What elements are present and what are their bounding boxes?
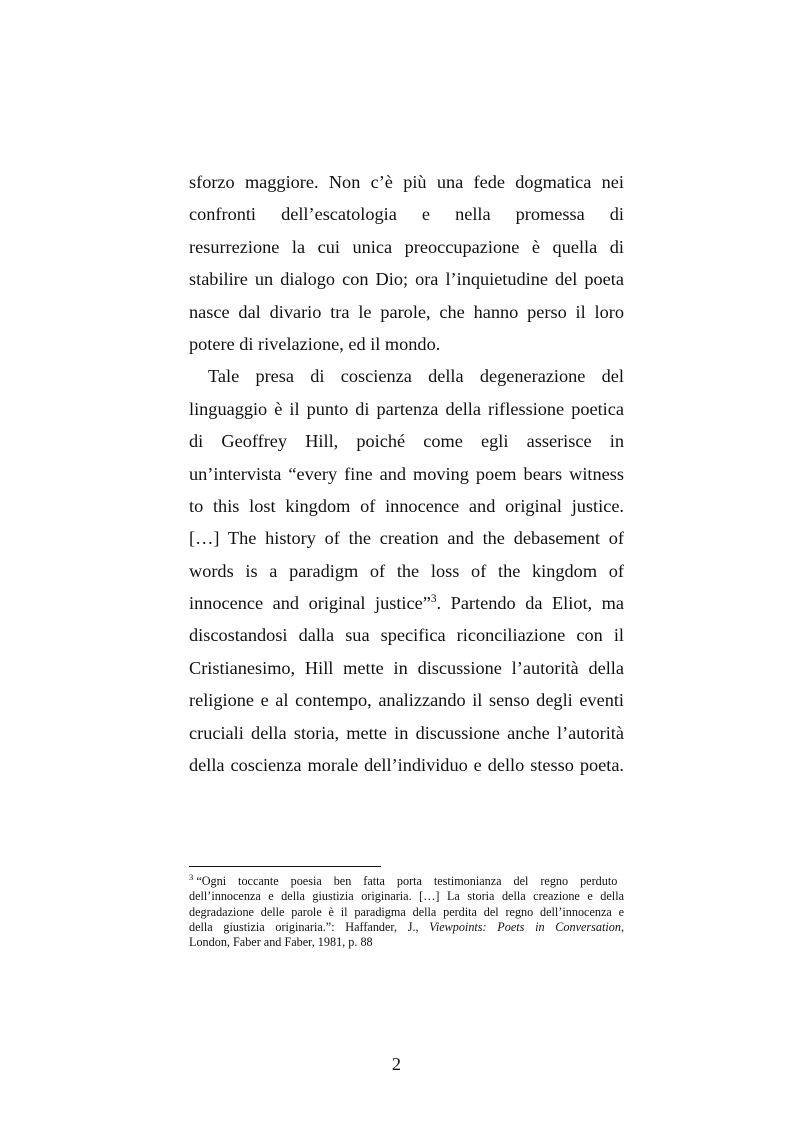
footnote-line: London, Faber and Faber, 1981, p. 88	[189, 935, 373, 950]
body-line-text: . Partendo da Eliot, ma	[436, 593, 624, 614]
main-body-text	[189, 166, 624, 781]
body-line: cruciali della storia, mette in discussione anche l’autorità	[189, 722, 624, 743]
body-line: della coscienza morale dell’individuo e dello stesso poeta.	[189, 755, 624, 776]
footnote-reference: 3	[430, 592, 437, 605]
body-line-with-footnote-ref	[189, 587, 624, 619]
footnote-separator	[189, 866, 381, 867]
footnote-text: ,	[620, 919, 624, 934]
body-line: to this lost kingdom of innocence and original justice.	[189, 495, 624, 516]
page-number: 2	[391, 1054, 402, 1074]
body-line: di Geoffrey Hill, poiché come egli asserisce in	[189, 431, 624, 452]
body-line: stabilire un dialogo con Dio; ora l’inquietudine del poeta	[189, 269, 624, 290]
body-line: words is a paradigm of the loss of the kingdom of	[189, 560, 624, 581]
footnote-book-title: Viewpoints: Poets in Conversation	[429, 919, 621, 934]
body-line: resurrezione la cui unica preoccupazione è quella di	[189, 236, 624, 257]
footnote-line: dell’innocenza e della giustizia originaria. […] La storia della creazione e della	[189, 889, 624, 904]
body-line: confronti dell’escatologia e nella promessa di	[189, 204, 624, 225]
body-line: nasce dal divario tra le parole, che hanno perso il loro	[189, 301, 624, 322]
footnote	[189, 871, 624, 950]
footnote-text: della giustizia originaria.”: Haffander, J.,	[189, 919, 419, 934]
body-line: discostandosi dalla sua specifica riconciliazione con il	[189, 625, 624, 646]
body-line-text: innocence and original justice”	[189, 593, 431, 614]
body-line: un’intervista “every fine and moving poem bears witness	[189, 463, 624, 484]
body-line: linguaggio è il punto di partenza della riflessione poetica	[189, 398, 624, 419]
footnote-line	[189, 920, 624, 935]
body-line: Tale presa di coscienza della degenerazione del	[208, 366, 624, 387]
footnote-number: 3	[189, 871, 194, 882]
body-line: religione e al contempo, analizzando il senso degli eventi	[189, 690, 624, 711]
body-line: potere di rivelazione, ed il mondo.	[189, 333, 441, 354]
footnote-line: degradazione delle parole è il paradigma della perdita del regno dell’innocenza e	[189, 904, 624, 919]
footnote-text: “Ogni toccante poesia ben fatta porta testimonianza del regno perduto	[196, 874, 618, 888]
body-line: Cristianesimo, Hill mette in discussione l’autorità della	[189, 657, 624, 678]
body-line: […] The history of the creation and the debasement of	[189, 528, 624, 549]
footnote-line	[189, 871, 624, 889]
body-line: sforzo maggiore. Non c’è più una fede dogmatica nei	[189, 172, 624, 192]
